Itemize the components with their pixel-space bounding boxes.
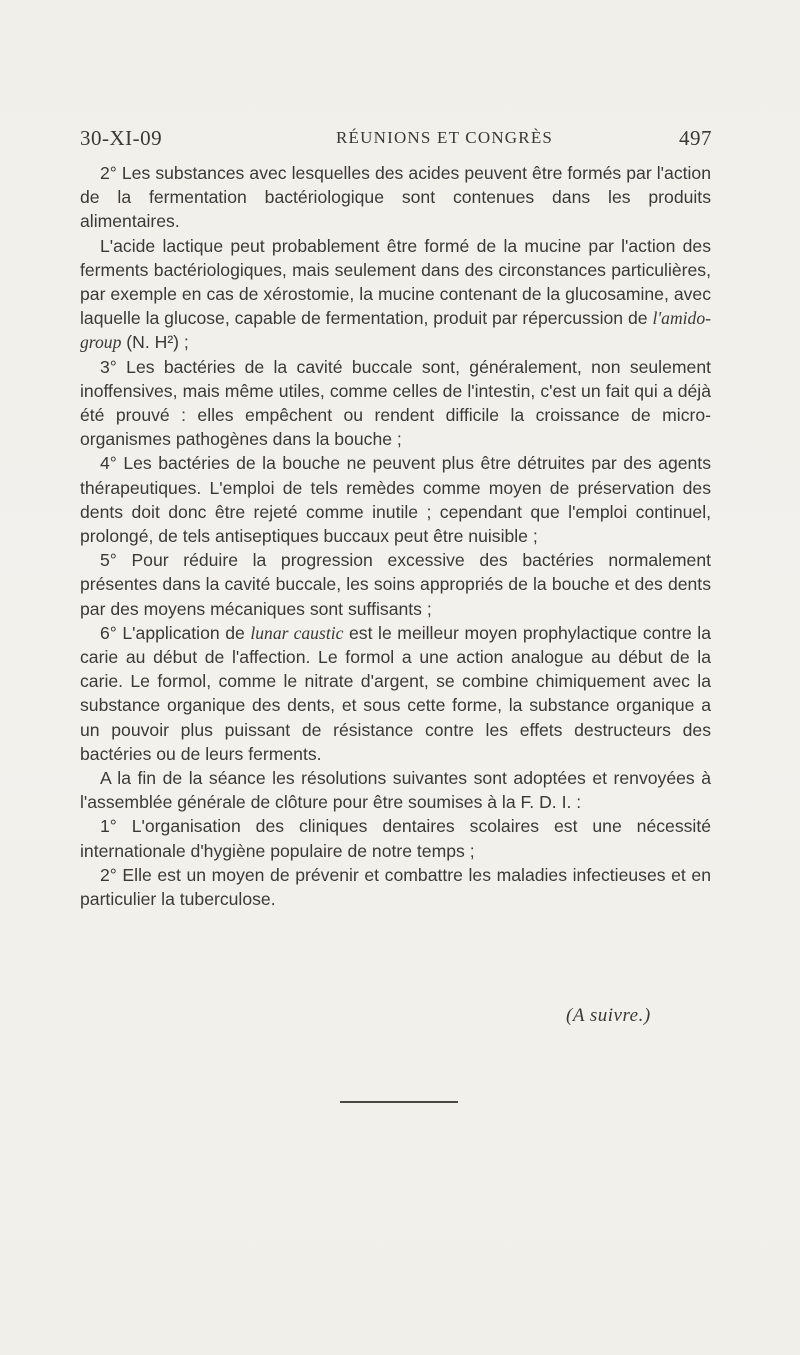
- italic-term: lunar caustic: [250, 622, 344, 643]
- paragraph-text: 2° Les substances avec lesquelles des acides peuvent être formés par l'action de la fermentation bactériologique sont contenues dans les produits alimentaires.: [80, 163, 711, 232]
- paragraph-text: 4° Les bactéries de la bouche ne peuvent plus être détruites par des agents thérapeutiques. L'emploi de tels remèdes comme moyen de préservation des dents doit donc être rejeté comme inutile ; cependant que l'emploi continuel, prolongé, de tels antiseptiques buccaux peut être nuisible ;: [80, 453, 711, 547]
- paragraph-point-5: [80, 548, 711, 621]
- continuation-note: (A suivre.): [566, 1005, 651, 1026]
- paragraph-resolution-2: [80, 863, 711, 911]
- running-header: [80, 126, 712, 156]
- header-date: 30-XI-09: [80, 126, 163, 150]
- paragraph-text: 1° L'organisation des cliniques dentaires scolaires est une nécessité internationale d'hygiène populaire de notre temps ;: [80, 816, 711, 861]
- page-body: [80, 161, 711, 911]
- paragraph-point-4: [80, 451, 711, 548]
- paragraph-point-3: [80, 355, 711, 452]
- italic-term: l'amido-group: [80, 308, 711, 353]
- paragraph-text: L'acide lactique peut probablement être formé de la mucine par l'action des ferments bactériologiques, mais seulement dans des circonstances particulières, par exemple en cas de xérostomie, la mucine contenant de la glucosamine, avec laquelle la glucose, capable de fermentation, produit par répercussion de: [80, 235, 711, 329]
- paragraph-text: (N. H²) ;: [121, 332, 189, 353]
- paragraph-text: 3° Les bactéries de la cavité buccale sont, généralement, non seulement inoffensives, mais même utiles, comme celles de l'intestin, c'est un fait qui a déjà été prouvé : elles empêchent ou rendent difficile la croissance de micro-organismes pathogènes dans la bouche ;: [80, 356, 711, 450]
- paragraph-resolutions-intro: [80, 766, 711, 814]
- section-divider-rule: [340, 1101, 458, 1103]
- paragraph-resolution-1: [80, 814, 711, 862]
- paragraph-point-2: [80, 161, 711, 234]
- paragraph-lactic-acid: [80, 234, 711, 355]
- header-section-title: RÉUNIONS ET CONGRÈS: [336, 128, 554, 147]
- paragraph-text: A la fin de la séance les résolutions suivantes sont adoptées et renvoyées à l'assemblée générale de clôture pour être soumises à la F. D. I. :: [80, 768, 711, 813]
- paragraph-text: 6° L'application de: [100, 622, 251, 643]
- page-number: 497: [679, 126, 712, 150]
- paragraph-text: est le meilleur moyen prophylactique contre la carie au début de l'affection. Le formol a une action analogue au début de la carie. Le formol, comme le nitrate d'argent, se combine chimiquement avec la substance organique des dents, et sous cette forme, la substance organique a un pouvoir plus puissant de résistance contre les effets destructeurs des bactéries ou de leurs ferments.: [80, 622, 712, 764]
- paragraph-text: 2° Elle est un moyen de prévenir et combattre les maladies infectieuses et en particulier la tuberculose.: [80, 864, 711, 910]
- paragraph-point-6: [80, 621, 711, 766]
- paragraph-text: 5° Pour réduire la progression excessive des bactéries normalement présentes dans la cavité buccale, les soins appropriés de la bouche et des dents par des moyens mécaniques sont suffisants ;: [80, 550, 711, 619]
